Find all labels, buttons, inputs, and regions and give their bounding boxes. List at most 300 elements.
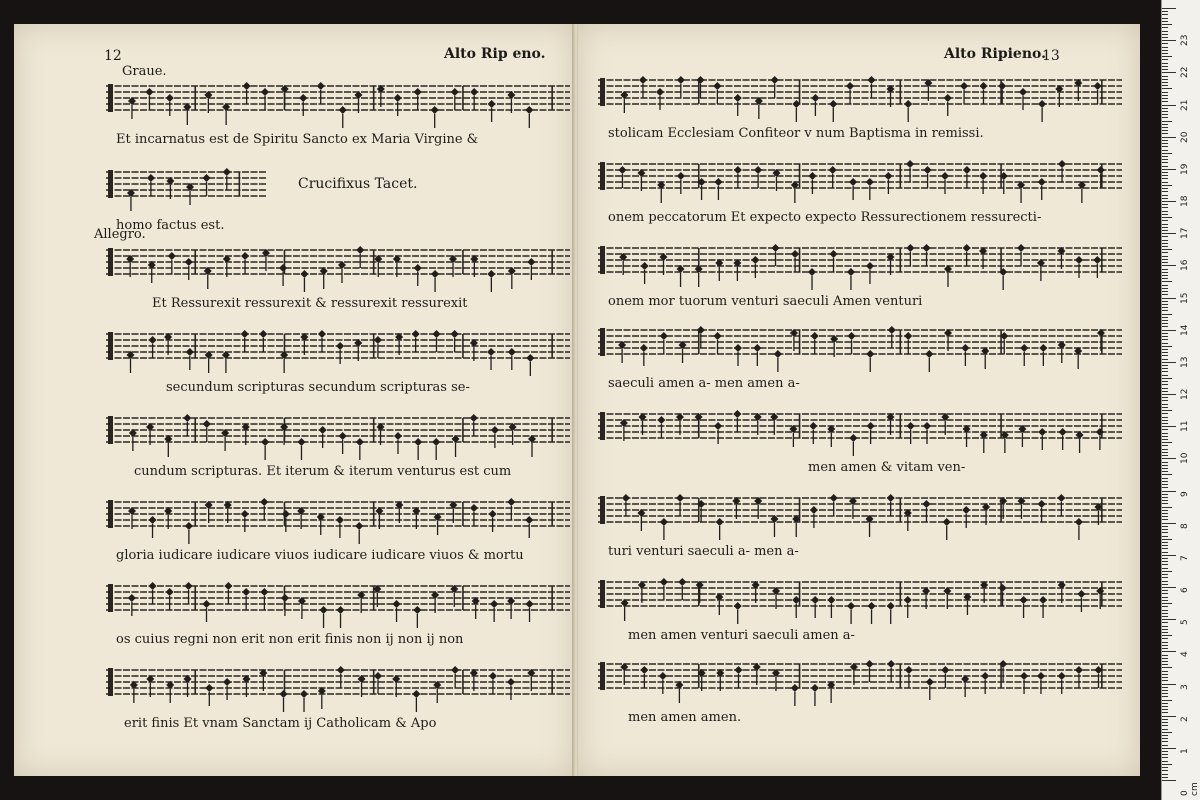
note (771, 76, 779, 98)
note (887, 494, 895, 516)
ruler-tick (1162, 191, 1168, 192)
ruler-number: 3 (1180, 683, 1190, 690)
ruler-tick (1162, 294, 1168, 295)
ruler-tick (1162, 507, 1172, 508)
note (734, 666, 742, 688)
note (792, 515, 800, 537)
note (675, 681, 683, 703)
ruler-number: 14 (1180, 324, 1190, 336)
ruler-tick (1162, 542, 1168, 543)
ruler-number: 1 (1180, 748, 1190, 754)
note (904, 100, 912, 122)
note (393, 600, 401, 622)
note (320, 267, 328, 289)
staff (598, 406, 1122, 466)
lyrics-line: saeculi amen a- men amen a- (608, 376, 800, 391)
ruler-tick (1162, 76, 1168, 77)
note (714, 332, 722, 354)
ruler-tick (1162, 741, 1168, 742)
ruler-tick (1162, 722, 1168, 723)
ruler-number: 17 (1180, 227, 1190, 240)
ruler-tick (1162, 677, 1168, 678)
ruler-tick (1162, 777, 1168, 778)
ruler-tick (1162, 121, 1172, 122)
ruler-tick (1162, 34, 1168, 35)
ruler-tick (1162, 709, 1168, 710)
note (1020, 344, 1028, 366)
note (356, 246, 364, 268)
ruler-tick (1162, 732, 1172, 733)
ruler-tick (1162, 510, 1168, 511)
staff (106, 164, 266, 224)
music-system (106, 662, 570, 731)
note (926, 678, 934, 700)
note (1058, 160, 1066, 182)
ruler-tick (1162, 195, 1168, 196)
ruler-tick (1162, 384, 1168, 385)
note (660, 332, 668, 354)
clef (600, 580, 605, 608)
note (1020, 672, 1028, 694)
ruler-number: 5 (1180, 619, 1190, 626)
note (922, 500, 930, 522)
note (489, 510, 497, 532)
ruler-tick (1162, 301, 1168, 302)
ruler-tick (1162, 333, 1168, 334)
note (811, 332, 819, 354)
staff (598, 574, 1122, 634)
ruler-number: 4 (1180, 651, 1190, 658)
note (412, 330, 420, 352)
note (676, 494, 684, 516)
note (1039, 596, 1047, 618)
lyrics-line: men amen amen. (628, 710, 742, 725)
ruler-tick (1162, 185, 1172, 186)
ruler-tick (1162, 407, 1168, 408)
note (185, 522, 193, 544)
note (281, 594, 289, 616)
note (715, 593, 723, 615)
ruler-tick (1162, 249, 1172, 250)
note (243, 82, 251, 104)
ruler-tick (1162, 85, 1168, 86)
tempo-marking-grave: Graue. (122, 64, 167, 79)
note (1077, 590, 1085, 612)
ruler-tick (1162, 153, 1172, 154)
note (433, 681, 441, 703)
ruler-tick (1162, 92, 1168, 93)
ruler-tick (1162, 27, 1168, 28)
staff (106, 410, 570, 470)
lyrics-line: Et Ressurexit ressurexit & ressurexit ressurexit (152, 296, 468, 311)
ruler-tick (1162, 400, 1168, 401)
note (677, 265, 685, 287)
ruler-tick (1162, 111, 1168, 112)
ruler-tick (1162, 655, 1168, 656)
note (1037, 259, 1045, 281)
ruler-tick (1162, 124, 1168, 125)
ruler-tick (1162, 552, 1168, 553)
ruler-number: 2 (1180, 715, 1190, 722)
note (183, 103, 191, 125)
note (1019, 88, 1027, 110)
note (489, 672, 497, 694)
ruler-tick (1162, 558, 1168, 559)
ruler-tick (1162, 240, 1168, 241)
note (130, 681, 138, 703)
note (716, 518, 724, 540)
note (414, 438, 422, 460)
note (394, 432, 402, 454)
part-name-left: Alto Rip eno. (444, 46, 546, 62)
note (297, 438, 305, 460)
ruler-tick (1162, 712, 1168, 713)
note (847, 268, 855, 290)
ruler-tick (1162, 500, 1168, 501)
note (204, 267, 212, 289)
ruler-tick (1162, 336, 1168, 337)
note (715, 259, 723, 281)
note (1058, 672, 1066, 694)
note (470, 414, 478, 436)
lyrics-line: os cuius regni non erit non erit finis non ij non ij non (116, 632, 464, 647)
ruler-tick (1162, 265, 1176, 266)
note (470, 88, 478, 110)
note (413, 606, 421, 628)
ruler-tick (1162, 539, 1172, 540)
staff (598, 72, 1122, 132)
ruler-tick (1162, 465, 1168, 466)
note (431, 270, 439, 292)
ruler-tick (1162, 227, 1168, 228)
note (620, 91, 628, 113)
ruler-tick (1162, 365, 1168, 366)
ruler-tick (1162, 645, 1168, 646)
clef (108, 668, 113, 696)
ruler-tick (1162, 95, 1168, 96)
ruler-tick (1162, 417, 1168, 418)
note (640, 344, 648, 366)
note (618, 341, 626, 363)
note (451, 88, 459, 110)
note (224, 582, 232, 604)
ruler-tick (1162, 597, 1168, 598)
note (656, 88, 664, 110)
ruler-tick (1162, 82, 1168, 83)
lyrics-line: turi venturi saeculi a- men a- (608, 544, 799, 559)
note (203, 174, 211, 196)
ruler-number: 23 (1180, 34, 1190, 47)
ruler-tick (1162, 47, 1168, 48)
ruler-tick (1162, 298, 1176, 299)
ruler-tick (1162, 207, 1168, 208)
ruler-tick (1162, 661, 1168, 662)
note (884, 172, 892, 194)
note (1017, 244, 1025, 266)
ruler-tick (1162, 404, 1168, 405)
ruler-tick (1162, 394, 1176, 395)
ruler-tick (1162, 523, 1176, 524)
note (526, 600, 534, 622)
note (374, 672, 382, 694)
lyrics-line: erit finis Et vnam Sanctam ij Catholicam & Apo (124, 716, 437, 731)
note (242, 588, 250, 610)
note (963, 593, 971, 615)
ruler-tick (1162, 519, 1168, 520)
ruler-tick (1162, 581, 1168, 582)
ruler-tick (1162, 622, 1168, 623)
note (260, 498, 268, 520)
ruler-tick (1162, 529, 1168, 530)
note (979, 82, 987, 104)
music-system (106, 410, 570, 479)
ruler-tick (1162, 150, 1168, 151)
note (866, 262, 874, 284)
ruler-tick (1162, 204, 1168, 205)
note (637, 509, 645, 531)
ruler-number: 15 (1180, 292, 1190, 304)
ruler-number: 20 (1180, 131, 1190, 143)
note (657, 416, 665, 438)
note (149, 516, 157, 538)
ruler-tick (1162, 146, 1168, 147)
note (1017, 181, 1025, 203)
ruler-number: 18 (1180, 195, 1190, 207)
note (1078, 181, 1086, 203)
ruler-tick (1162, 638, 1168, 639)
note (261, 438, 269, 460)
ruler-tick (1162, 413, 1168, 414)
ruler-tick (1162, 98, 1168, 99)
music-system (598, 240, 1122, 309)
note (491, 426, 499, 448)
note (299, 94, 307, 116)
note (166, 588, 174, 610)
note (164, 435, 172, 457)
lyrics-line: stolicam Ecclesiam Confiteor v num Baptisma in remissi. (608, 126, 984, 141)
note (829, 166, 837, 188)
note (1093, 256, 1101, 278)
ruler-tick (1162, 729, 1168, 730)
ruler-tick (1162, 571, 1172, 572)
crucifixus-tacet-label: Crucifixus Tacet. (298, 176, 418, 192)
note (904, 332, 912, 354)
note (678, 578, 686, 600)
ruler-tick (1162, 310, 1168, 311)
lyrics-line: secundum scripturas secundum scripturas se- (166, 380, 470, 395)
ruler-tick (1162, 117, 1168, 118)
note (827, 425, 835, 447)
ruler-tick (1162, 439, 1168, 440)
clef (600, 162, 605, 190)
note (755, 97, 763, 119)
note (906, 244, 914, 266)
ruler-tick (1162, 770, 1168, 771)
note (621, 599, 629, 621)
ruler-tick (1162, 754, 1168, 755)
note (432, 330, 440, 352)
left-page (14, 24, 574, 776)
note (999, 268, 1007, 290)
note (452, 435, 460, 457)
ruler-tick (1162, 243, 1168, 244)
ruler-tick (1162, 320, 1168, 321)
ruler-tick (1162, 201, 1176, 202)
ruler-tick (1162, 220, 1168, 221)
ruler-tick (1162, 375, 1168, 376)
note (203, 600, 211, 622)
ruler-tick (1162, 66, 1168, 67)
ruler-tick (1162, 101, 1168, 102)
ruler-tick (1162, 642, 1168, 643)
ruler-tick (1162, 63, 1168, 64)
staff (598, 240, 1122, 300)
ruler-tick (1162, 198, 1168, 199)
note (394, 94, 402, 116)
staff (106, 326, 570, 386)
note (1038, 428, 1046, 450)
ruler-tick (1162, 462, 1168, 463)
ruler-tick (1162, 278, 1168, 279)
ruler-tick (1162, 182, 1168, 183)
note (129, 429, 137, 451)
clef (600, 412, 605, 440)
ruler-tick (1162, 178, 1168, 179)
staff (598, 656, 1122, 716)
ruler-tick (1162, 577, 1168, 578)
ruler-number: 12 (1180, 388, 1190, 400)
note (1038, 100, 1046, 122)
ruler-tick (1162, 774, 1168, 775)
note (677, 76, 685, 98)
ruler-tick (1162, 56, 1172, 57)
note (811, 94, 819, 116)
note (166, 94, 174, 116)
ruler-tick (1162, 133, 1168, 134)
ruler-tick (1162, 684, 1176, 685)
ruler-number: 19 (1180, 163, 1190, 175)
note (792, 100, 800, 122)
ruler-tick (1162, 564, 1168, 565)
note (751, 256, 759, 278)
measurement-ruler (1161, 0, 1200, 800)
ruler-tick (1162, 50, 1168, 51)
music-system (598, 72, 1122, 141)
ruler-tick (1162, 635, 1172, 636)
note (754, 166, 762, 188)
note (827, 596, 835, 618)
tempo-marking-allegro: Allegro. (94, 227, 146, 242)
note (280, 351, 288, 373)
clef (108, 248, 113, 276)
note (355, 522, 363, 544)
ruler-number: 10 (1180, 452, 1190, 465)
ruler-tick (1162, 693, 1168, 694)
ruler-tick (1162, 275, 1168, 276)
note (733, 410, 741, 432)
note (811, 684, 819, 706)
note (472, 597, 480, 619)
ruler-tick (1162, 426, 1176, 427)
note (714, 178, 722, 200)
ruler-tick (1162, 468, 1168, 469)
ruler-tick (1162, 696, 1168, 697)
ruler-tick (1162, 503, 1168, 504)
note (829, 250, 837, 272)
note (618, 166, 626, 188)
note (205, 684, 213, 706)
ruler-tick (1162, 169, 1176, 170)
ruler-number: 13 (1180, 356, 1190, 368)
ruler-tick (1162, 442, 1172, 443)
ruler-tick (1162, 246, 1168, 247)
ruler-tick (1162, 603, 1172, 604)
note (185, 258, 193, 280)
note (203, 420, 211, 442)
ruler-tick (1162, 574, 1168, 575)
note (259, 330, 267, 352)
ruler-tick (1162, 536, 1168, 537)
ruler-tick (1162, 587, 1176, 588)
note (1074, 347, 1082, 369)
note (470, 504, 478, 526)
ruler-tick (1162, 436, 1168, 437)
music-system (598, 156, 1122, 225)
ruler-tick (1162, 629, 1168, 630)
note (128, 97, 136, 119)
note (318, 687, 326, 709)
ruler-tick (1162, 236, 1168, 237)
ruler-tick (1162, 632, 1168, 633)
ruler-tick (1162, 323, 1168, 324)
note (733, 259, 741, 281)
note (698, 178, 706, 200)
note (657, 181, 665, 203)
note (241, 330, 249, 352)
ruler-tick (1162, 674, 1168, 675)
note (149, 336, 157, 358)
note (507, 678, 515, 700)
ruler-tick (1162, 606, 1168, 607)
music-system (598, 656, 1122, 725)
ruler-tick (1162, 745, 1168, 746)
note (734, 166, 742, 188)
note (774, 350, 782, 372)
ruler-tick (1162, 307, 1168, 308)
ruler-tick (1162, 130, 1168, 131)
ruler-tick (1162, 397, 1168, 398)
clef (108, 584, 113, 612)
note (1037, 672, 1045, 694)
ruler-tick (1162, 40, 1176, 41)
ruler-tick (1162, 487, 1168, 488)
note (963, 244, 971, 266)
note (451, 666, 459, 688)
note (887, 602, 895, 624)
clef (108, 84, 113, 112)
staff (106, 662, 570, 722)
note (451, 330, 459, 352)
note (980, 431, 988, 453)
lyrics-line: cundum scripturas. Et iterum & iterum venturus est cum (134, 464, 512, 479)
note (336, 516, 344, 538)
note (1058, 341, 1066, 363)
note (222, 351, 230, 373)
ruler-tick (1162, 561, 1168, 562)
note (488, 100, 496, 122)
note (941, 666, 949, 688)
ruler-tick (1162, 343, 1168, 344)
